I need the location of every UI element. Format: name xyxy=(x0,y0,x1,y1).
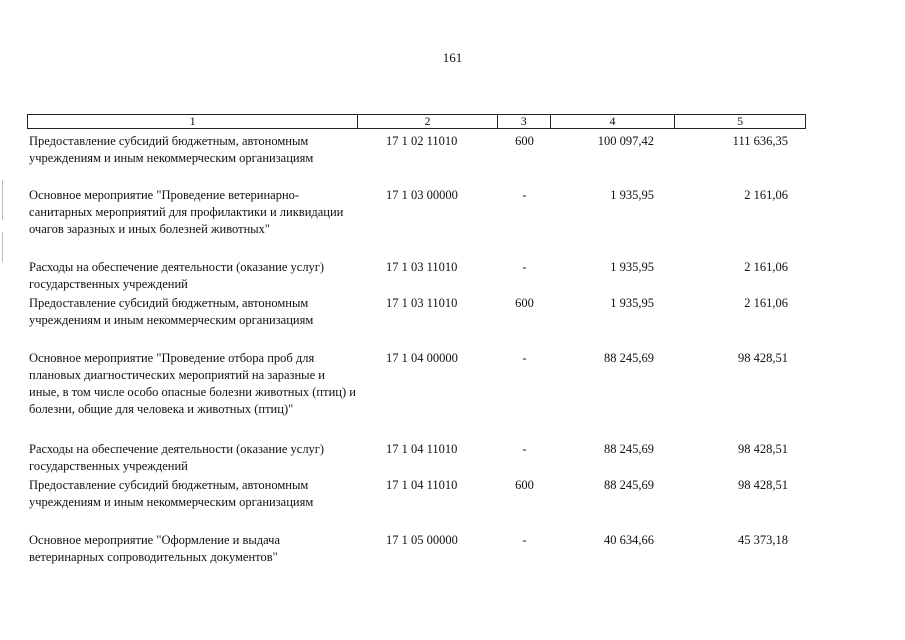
row-type: - xyxy=(522,351,527,365)
row-code: 17 1 03 11010 xyxy=(386,296,458,310)
row-description: Основное мероприятие "Оформление и выдача ветеринарных сопроводительных документов" xyxy=(29,533,280,564)
row-type: - xyxy=(522,260,527,274)
row-code: 17 1 05 00000 xyxy=(386,533,458,547)
row-value-1: 1 935,95 xyxy=(610,188,654,202)
row-value-2: 98 428,51 xyxy=(738,478,788,492)
row-value-1: 1 935,95 xyxy=(610,296,654,310)
page-number: 161 xyxy=(442,50,463,65)
table-row xyxy=(27,295,806,329)
table-row xyxy=(27,350,806,418)
row-code: 17 1 04 11010 xyxy=(386,442,458,456)
row-value-1: 88 245,69 xyxy=(604,351,654,365)
scan-edge-mark xyxy=(2,180,3,220)
row-type: 600 xyxy=(515,296,534,310)
row-type: 600 xyxy=(515,134,534,148)
row-value-1: 88 245,69 xyxy=(604,478,654,492)
row-value-1: 1 935,95 xyxy=(610,260,654,274)
row-description: Основное мероприятие "Проведение отбора проб для плановых диагностических мероприятий на заразные и иные, в том числе особо опасные болезни животных (птиц) и болезни, общие для человека и животных (птиц)" xyxy=(29,351,356,416)
row-value-1: 88 245,69 xyxy=(604,442,654,456)
row-type: - xyxy=(522,188,527,202)
header-cell-2: 2 xyxy=(358,115,498,128)
row-value-2: 111 636,35 xyxy=(732,134,788,148)
row-code: 17 1 04 00000 xyxy=(386,351,458,365)
table-row xyxy=(27,259,806,293)
row-type: 600 xyxy=(515,478,534,492)
header-cell-3: 3 xyxy=(498,115,551,128)
row-description: Предоставление субсидий бюджетным, автономным учреждениям и иным некоммерческим организациям xyxy=(29,134,314,165)
row-value-2: 45 373,18 xyxy=(738,533,788,547)
row-description: Расходы на обеспечение деятельности (оказание услуг) государственных учреждений xyxy=(29,442,325,473)
header-cell-1: 1 xyxy=(28,115,358,128)
header-cell-5: 5 xyxy=(737,114,744,128)
row-value-2: 2 161,06 xyxy=(744,260,788,274)
row-code: 17 1 03 11010 xyxy=(386,260,458,274)
row-description: Основное мероприятие "Проведение ветеринарно-санитарных мероприятий для профилактики и ликвидации очагов заразных и иных болезней животных" xyxy=(29,188,344,236)
row-value-1: 100 097,42 xyxy=(597,134,654,148)
row-value-2: 98 428,51 xyxy=(738,442,788,456)
table-header xyxy=(27,114,806,129)
row-value-2: 98 428,51 xyxy=(738,351,788,365)
row-code: 17 1 04 11010 xyxy=(386,478,458,492)
table-row xyxy=(27,477,806,511)
row-value-1: 40 634,66 xyxy=(604,533,654,547)
table-row xyxy=(27,187,806,238)
table-row xyxy=(27,532,806,566)
row-description: Предоставление субсидий бюджетным, автономным учреждениям и иным некоммерческим организациям xyxy=(29,478,314,509)
row-value-2: 2 161,06 xyxy=(744,188,788,202)
row-code: 17 1 02 11010 xyxy=(386,134,458,148)
row-description: Предоставление субсидий бюджетным, автономным учреждениям и иным некоммерческим организациям xyxy=(29,296,314,327)
row-description: Расходы на обеспечение деятельности (оказание услуг) государственных учреждений xyxy=(29,260,325,291)
scan-edge-mark xyxy=(2,232,3,262)
header-cell-4: 4 xyxy=(551,115,676,128)
table-row xyxy=(27,133,806,167)
row-type: - xyxy=(522,442,527,456)
row-type: - xyxy=(522,533,527,547)
table-row xyxy=(27,441,806,475)
row-value-2: 2 161,06 xyxy=(744,296,788,310)
row-code: 17 1 03 00000 xyxy=(386,188,458,202)
